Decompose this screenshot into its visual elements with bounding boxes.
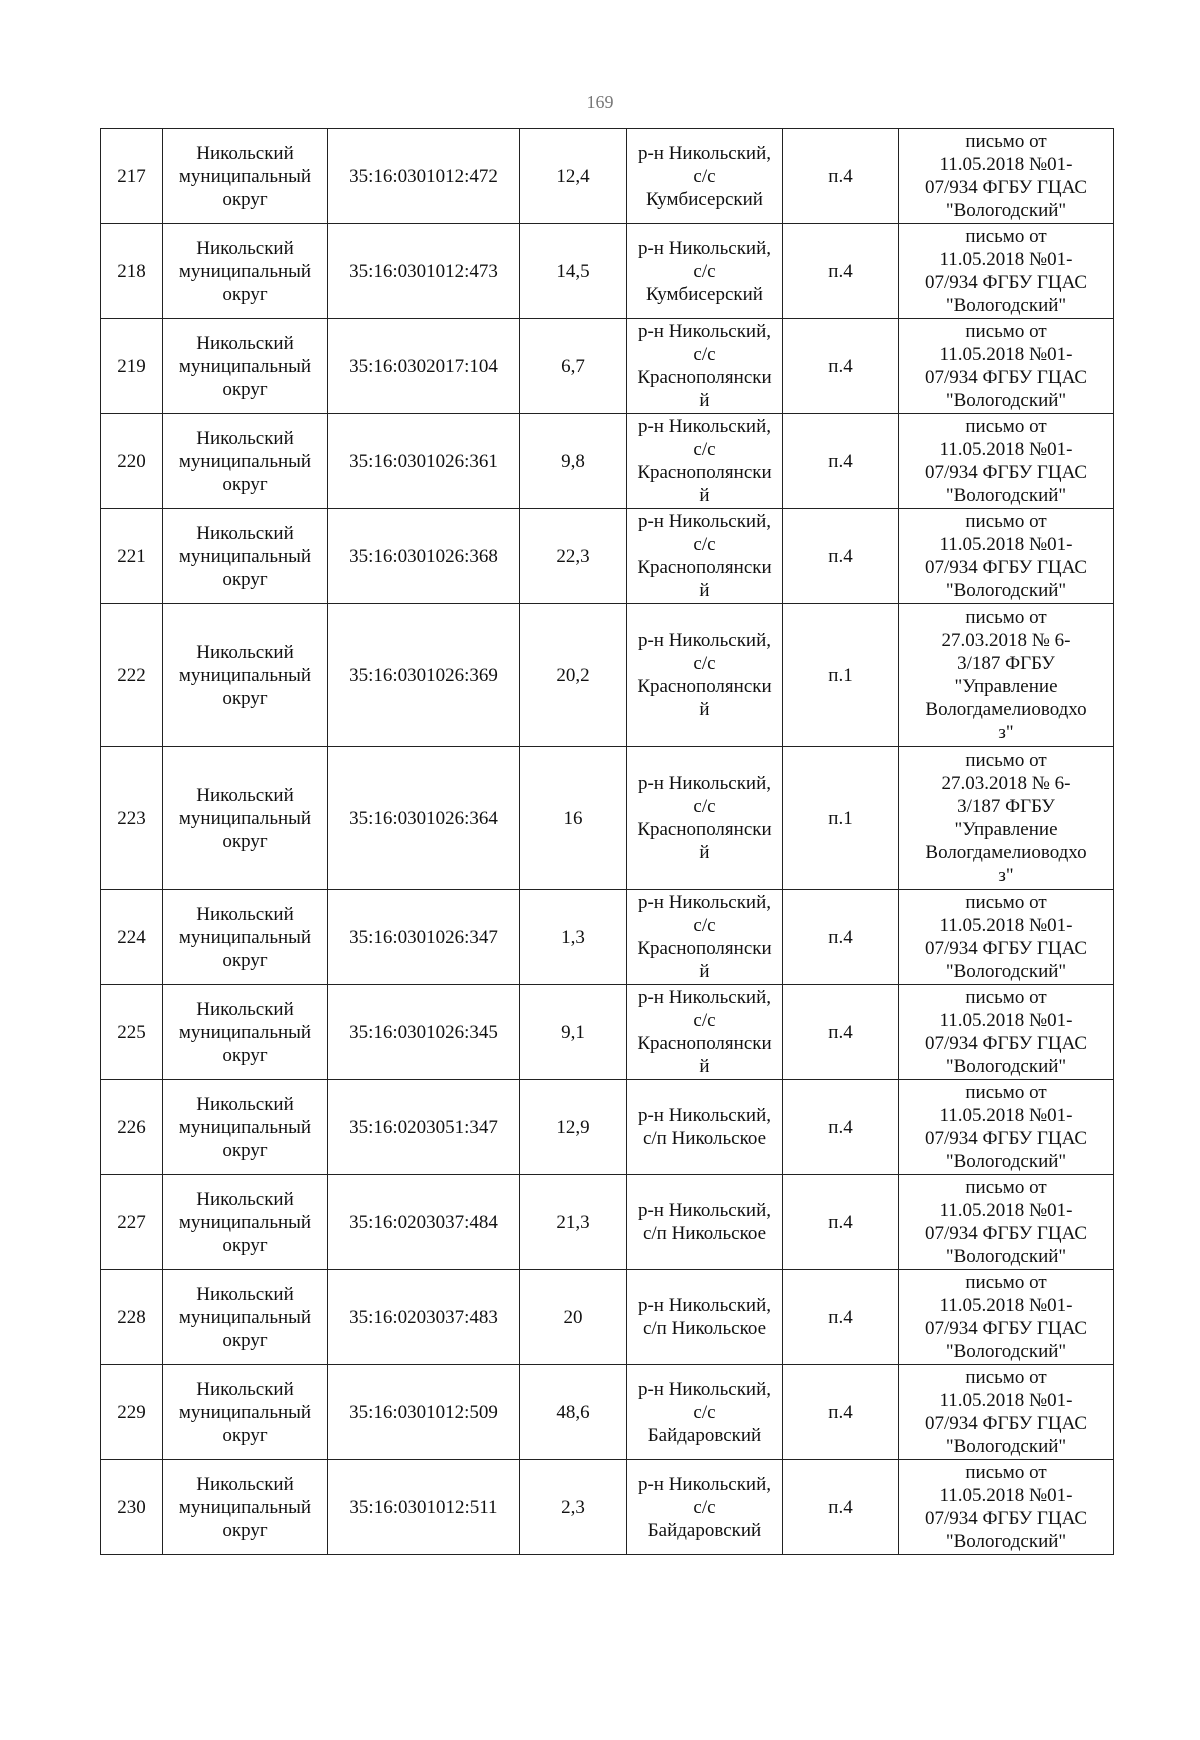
district-cell: [163, 1460, 328, 1555]
table-row: [101, 129, 1114, 224]
cadastral-number-cell-text: 35:16:0301026:364: [349, 807, 498, 829]
clause-cell-text: п.4: [828, 450, 853, 472]
district-cell-text: Никольский муниципальный округ: [178, 522, 312, 590]
table-row: [101, 224, 1114, 319]
basis-document-cell: [899, 224, 1114, 319]
area-cell: [520, 985, 627, 1080]
district-cell-text: Никольский муниципальный округ: [178, 142, 312, 210]
location-cell-text: р-н Никольский, с/с Кумбисерский: [637, 237, 772, 305]
district-cell-text: Никольский муниципальный округ: [178, 1473, 312, 1541]
basis-document-cell-text: письмо от 11.05.2018 №01- 07/934 ФГБУ ГЦАС "Вологодский": [924, 1177, 1088, 1267]
cadastral-number-cell: [328, 890, 520, 985]
row-number-cell-text: 221: [117, 545, 146, 567]
location-cell-text: р-н Никольский, с/с Краснополянски й: [637, 511, 772, 601]
cadastral-number-cell: [328, 1460, 520, 1555]
row-number-cell-text: 229: [117, 1401, 146, 1423]
basis-document-cell: [899, 985, 1114, 1080]
cadastral-number-cell: [328, 604, 520, 747]
basis-document-cell-text: письмо от 11.05.2018 №01- 07/934 ФГБУ ГЦАС "Вологодский": [924, 226, 1088, 316]
area-cell-text: 21,3: [556, 1211, 590, 1233]
cadastral-number-cell: [328, 1270, 520, 1365]
area-cell-text: 22,3: [556, 545, 590, 567]
clause-cell-text: п.1: [828, 807, 853, 829]
district-cell-text: Никольский муниципальный округ: [178, 332, 312, 400]
clause-cell: [783, 129, 899, 224]
location-cell-text: р-н Никольский, с/с Краснополянски й: [637, 630, 772, 720]
row-number-cell-text: 219: [117, 355, 146, 377]
location-cell: [627, 985, 783, 1080]
district-cell: [163, 1080, 328, 1175]
district-cell: [163, 224, 328, 319]
row-number-cell: [101, 414, 163, 509]
clause-cell-text: п.4: [828, 260, 853, 282]
row-number-cell: [101, 1365, 163, 1460]
location-cell: [627, 1175, 783, 1270]
location-cell: [627, 224, 783, 319]
district-cell: [163, 414, 328, 509]
area-cell: [520, 1460, 627, 1555]
table-row: [101, 1080, 1114, 1175]
clause-cell-text: п.4: [828, 1211, 853, 1233]
cadastral-number-cell-text: 35:16:0301012:511: [349, 1496, 498, 1518]
clause-cell-text: п.4: [828, 355, 853, 377]
cadastral-number-cell: [328, 1175, 520, 1270]
location-cell: [627, 509, 783, 604]
location-cell: [627, 1270, 783, 1365]
district-cell-text: Никольский муниципальный округ: [178, 903, 312, 971]
district-cell-text: Никольский муниципальный округ: [178, 1188, 312, 1256]
district-cell: [163, 890, 328, 985]
location-cell-text: р-н Никольский, с/с Байдаровский: [637, 1378, 772, 1446]
table-row: [101, 890, 1114, 985]
location-cell: [627, 1080, 783, 1175]
row-number-cell: [101, 604, 163, 747]
location-cell-text: р-н Никольский, с/с Краснополянски й: [637, 321, 772, 411]
basis-document-cell: [899, 747, 1114, 890]
area-cell-text: 12,9: [556, 1116, 590, 1138]
row-number-cell: [101, 747, 163, 890]
clause-cell: [783, 890, 899, 985]
row-number-cell: [101, 509, 163, 604]
basis-document-cell-text: письмо от 11.05.2018 №01- 07/934 ФГБУ ГЦАС "Вологодский": [924, 1462, 1088, 1552]
area-cell: [520, 747, 627, 890]
area-cell-text: 12,4: [556, 165, 590, 187]
district-cell-text: Никольский муниципальный округ: [178, 1378, 312, 1446]
row-number-cell-text: 218: [117, 260, 146, 282]
basis-document-cell-text: письмо от 11.05.2018 №01- 07/934 ФГБУ ГЦАС "Вологодский": [924, 987, 1088, 1077]
table-row: [101, 319, 1114, 414]
area-cell-text: 9,1: [561, 1021, 585, 1043]
table-row: [101, 1175, 1114, 1270]
area-cell: [520, 509, 627, 604]
basis-document-cell: [899, 1460, 1114, 1555]
basis-document-cell-text: письмо от 11.05.2018 №01- 07/934 ФГБУ ГЦАС "Вологодский": [924, 892, 1088, 982]
clause-cell: [783, 1270, 899, 1365]
location-cell-text: р-н Никольский, с/с Краснополянски й: [637, 892, 772, 982]
row-number-cell-text: 227: [117, 1211, 146, 1233]
location-cell: [627, 129, 783, 224]
basis-document-cell-text: письмо от 11.05.2018 №01- 07/934 ФГБУ ГЦАС "Вологодский": [924, 416, 1088, 506]
clause-cell: [783, 414, 899, 509]
area-cell: [520, 1175, 627, 1270]
location-cell-text: р-н Никольский, с/п Никольское: [637, 1295, 772, 1339]
row-number-cell-text: 217: [117, 165, 146, 187]
location-cell-text: р-н Никольский, с/п Никольское: [637, 1105, 772, 1149]
basis-document-cell-text: письмо от 11.05.2018 №01- 07/934 ФГБУ ГЦАС "Вологодский": [924, 321, 1088, 411]
area-cell-text: 1,3: [561, 926, 585, 948]
clause-cell: [783, 604, 899, 747]
area-cell: [520, 414, 627, 509]
district-cell: [163, 1175, 328, 1270]
district-cell: [163, 509, 328, 604]
row-number-cell-text: 222: [117, 664, 146, 686]
row-number-cell: [101, 224, 163, 319]
cadastral-number-cell: [328, 509, 520, 604]
table-row: [101, 747, 1114, 890]
cadastral-number-cell: [328, 1080, 520, 1175]
district-cell-text: Никольский муниципальный округ: [178, 1283, 312, 1351]
cadastral-number-cell-text: 35:16:0203037:483: [349, 1306, 498, 1328]
basis-document-cell-text: письмо от 11.05.2018 №01- 07/934 ФГБУ ГЦАС "Вологодский": [924, 1082, 1088, 1172]
clause-cell-text: п.4: [828, 1401, 853, 1423]
cadastral-number-cell-text: 35:16:0302017:104: [349, 355, 498, 377]
district-cell: [163, 985, 328, 1080]
cadastral-number-cell: [328, 129, 520, 224]
basis-document-cell: [899, 1365, 1114, 1460]
location-cell: [627, 414, 783, 509]
row-number-cell-text: 224: [117, 926, 146, 948]
cadastral-number-cell-text: 35:16:0301012:472: [349, 165, 498, 187]
area-cell-text: 20: [563, 1306, 583, 1328]
cadastral-number-cell-text: 35:16:0203037:484: [349, 1211, 498, 1233]
clause-cell: [783, 319, 899, 414]
basis-document-cell-text: письмо от 11.05.2018 №01- 07/934 ФГБУ ГЦАС "Вологодский": [924, 131, 1088, 221]
row-number-cell-text: 228: [117, 1306, 146, 1328]
district-cell-text: Никольский муниципальный округ: [178, 784, 312, 852]
row-number-cell: [101, 1175, 163, 1270]
basis-document-cell: [899, 604, 1114, 747]
row-number-cell: [101, 890, 163, 985]
clause-cell-text: п.4: [828, 1306, 853, 1328]
clause-cell: [783, 1365, 899, 1460]
clause-cell-text: п.1: [828, 664, 853, 686]
table-row: [101, 1270, 1114, 1365]
district-cell-text: Никольский муниципальный округ: [178, 998, 312, 1066]
cadastral-number-cell-text: 35:16:0301026:347: [349, 926, 498, 948]
location-cell-text: р-н Никольский, с/с Краснополянски й: [637, 773, 772, 863]
basis-document-cell: [899, 1270, 1114, 1365]
area-cell: [520, 1270, 627, 1365]
cadastral-number-cell-text: 35:16:0301026:361: [349, 450, 498, 472]
page-number: 169: [586, 92, 614, 112]
row-number-cell-text: 230: [117, 1496, 146, 1518]
cadastral-number-cell-text: 35:16:0301012:509: [349, 1401, 498, 1423]
location-cell: [627, 747, 783, 890]
location-cell-text: р-н Никольский, с/с Краснополянски й: [637, 416, 772, 506]
area-cell-text: 9,8: [561, 450, 585, 472]
clause-cell-text: п.4: [828, 1021, 853, 1043]
row-number-cell: [101, 985, 163, 1080]
basis-document-cell: [899, 1080, 1114, 1175]
basis-document-cell-text: письмо от 11.05.2018 №01- 07/934 ФГБУ ГЦАС "Вологодский": [924, 1367, 1088, 1457]
clause-cell: [783, 224, 899, 319]
cadastral-number-cell-text: 35:16:0301026:345: [349, 1021, 498, 1043]
basis-document-cell: [899, 509, 1114, 604]
cadastral-number-cell-text: 35:16:0203051:347: [349, 1116, 498, 1138]
clause-cell: [783, 1080, 899, 1175]
basis-document-cell-text: письмо от 27.03.2018 № 6- 3/187 ФГБУ "Управление Вологдамелиоводхо з": [925, 607, 1087, 743]
location-cell: [627, 604, 783, 747]
area-cell: [520, 1365, 627, 1460]
row-number-cell: [101, 1460, 163, 1555]
table-row: [101, 509, 1114, 604]
area-cell-text: 2,3: [561, 1496, 585, 1518]
location-cell: [627, 890, 783, 985]
area-cell: [520, 604, 627, 747]
district-cell-text: Никольский муниципальный округ: [178, 641, 312, 709]
cadastral-number-cell: [328, 414, 520, 509]
row-number-cell-text: 223: [117, 807, 146, 829]
basis-document-cell: [899, 319, 1114, 414]
district-cell: [163, 1365, 328, 1460]
location-cell: [627, 319, 783, 414]
district-cell-text: Никольский муниципальный округ: [178, 237, 312, 305]
area-cell: [520, 1080, 627, 1175]
table-row: [101, 1460, 1114, 1555]
clause-cell-text: п.4: [828, 1116, 853, 1138]
area-cell-text: 20,2: [556, 664, 590, 686]
basis-document-cell: [899, 890, 1114, 985]
area-cell: [520, 129, 627, 224]
clause-cell: [783, 985, 899, 1080]
basis-document-cell-text: письмо от 11.05.2018 №01- 07/934 ФГБУ ГЦАС "Вологодский": [924, 511, 1088, 601]
clause-cell: [783, 747, 899, 890]
area-cell: [520, 224, 627, 319]
cadastral-number-cell: [328, 747, 520, 890]
location-cell-text: р-н Никольский, с/п Никольское: [637, 1200, 772, 1244]
basis-document-cell: [899, 1175, 1114, 1270]
location-cell-text: р-н Никольский, с/с Байдаровский: [637, 1473, 772, 1541]
location-cell: [627, 1365, 783, 1460]
location-cell-text: р-н Никольский, с/с Кумбисерский: [637, 142, 772, 210]
clause-cell-text: п.4: [828, 1496, 853, 1518]
land-plots-table: [100, 128, 1114, 1555]
row-number-cell: [101, 319, 163, 414]
row-number-cell: [101, 1080, 163, 1175]
cadastral-number-cell-text: 35:16:0301026:369: [349, 664, 498, 686]
district-cell: [163, 747, 328, 890]
district-cell: [163, 604, 328, 747]
cadastral-number-cell: [328, 319, 520, 414]
basis-document-cell: [899, 414, 1114, 509]
district-cell-text: Никольский муниципальный округ: [178, 427, 312, 495]
basis-document-cell: [899, 129, 1114, 224]
district-cell-text: Никольский муниципальный округ: [178, 1093, 312, 1161]
table-row: [101, 1365, 1114, 1460]
table-row: [101, 414, 1114, 509]
district-cell: [163, 319, 328, 414]
area-cell-text: 48,6: [556, 1401, 590, 1423]
cadastral-number-cell: [328, 224, 520, 319]
district-cell: [163, 1270, 328, 1365]
clause-cell-text: п.4: [828, 165, 853, 187]
cadastral-number-cell-text: 35:16:0301012:473: [349, 260, 498, 282]
district-cell: [163, 129, 328, 224]
clause-cell-text: п.4: [828, 545, 853, 567]
location-cell-text: р-н Никольский, с/с Краснополянски й: [637, 987, 772, 1077]
location-cell: [627, 1460, 783, 1555]
cadastral-number-cell: [328, 1365, 520, 1460]
table-row: [101, 604, 1114, 747]
clause-cell: [783, 1460, 899, 1555]
row-number-cell-text: 220: [117, 450, 146, 472]
area-cell-text: 14,5: [556, 260, 590, 282]
clause-cell: [783, 1175, 899, 1270]
area-cell-text: 6,7: [561, 355, 585, 377]
area-cell-text: 16: [563, 807, 583, 829]
row-number-cell: [101, 1270, 163, 1365]
cadastral-number-cell-text: 35:16:0301026:368: [349, 545, 498, 567]
row-number-cell: [101, 129, 163, 224]
cadastral-number-cell: [328, 985, 520, 1080]
clause-cell-text: п.4: [828, 926, 853, 948]
table-row: [101, 985, 1114, 1080]
area-cell: [520, 319, 627, 414]
clause-cell: [783, 509, 899, 604]
basis-document-cell-text: письмо от 27.03.2018 № 6- 3/187 ФГБУ "Управление Вологдамелиоводхо з": [925, 750, 1087, 886]
area-cell: [520, 890, 627, 985]
row-number-cell-text: 225: [117, 1021, 146, 1043]
row-number-cell-text: 226: [117, 1116, 146, 1138]
basis-document-cell-text: письмо от 11.05.2018 №01- 07/934 ФГБУ ГЦАС "Вологодский": [924, 1272, 1088, 1362]
